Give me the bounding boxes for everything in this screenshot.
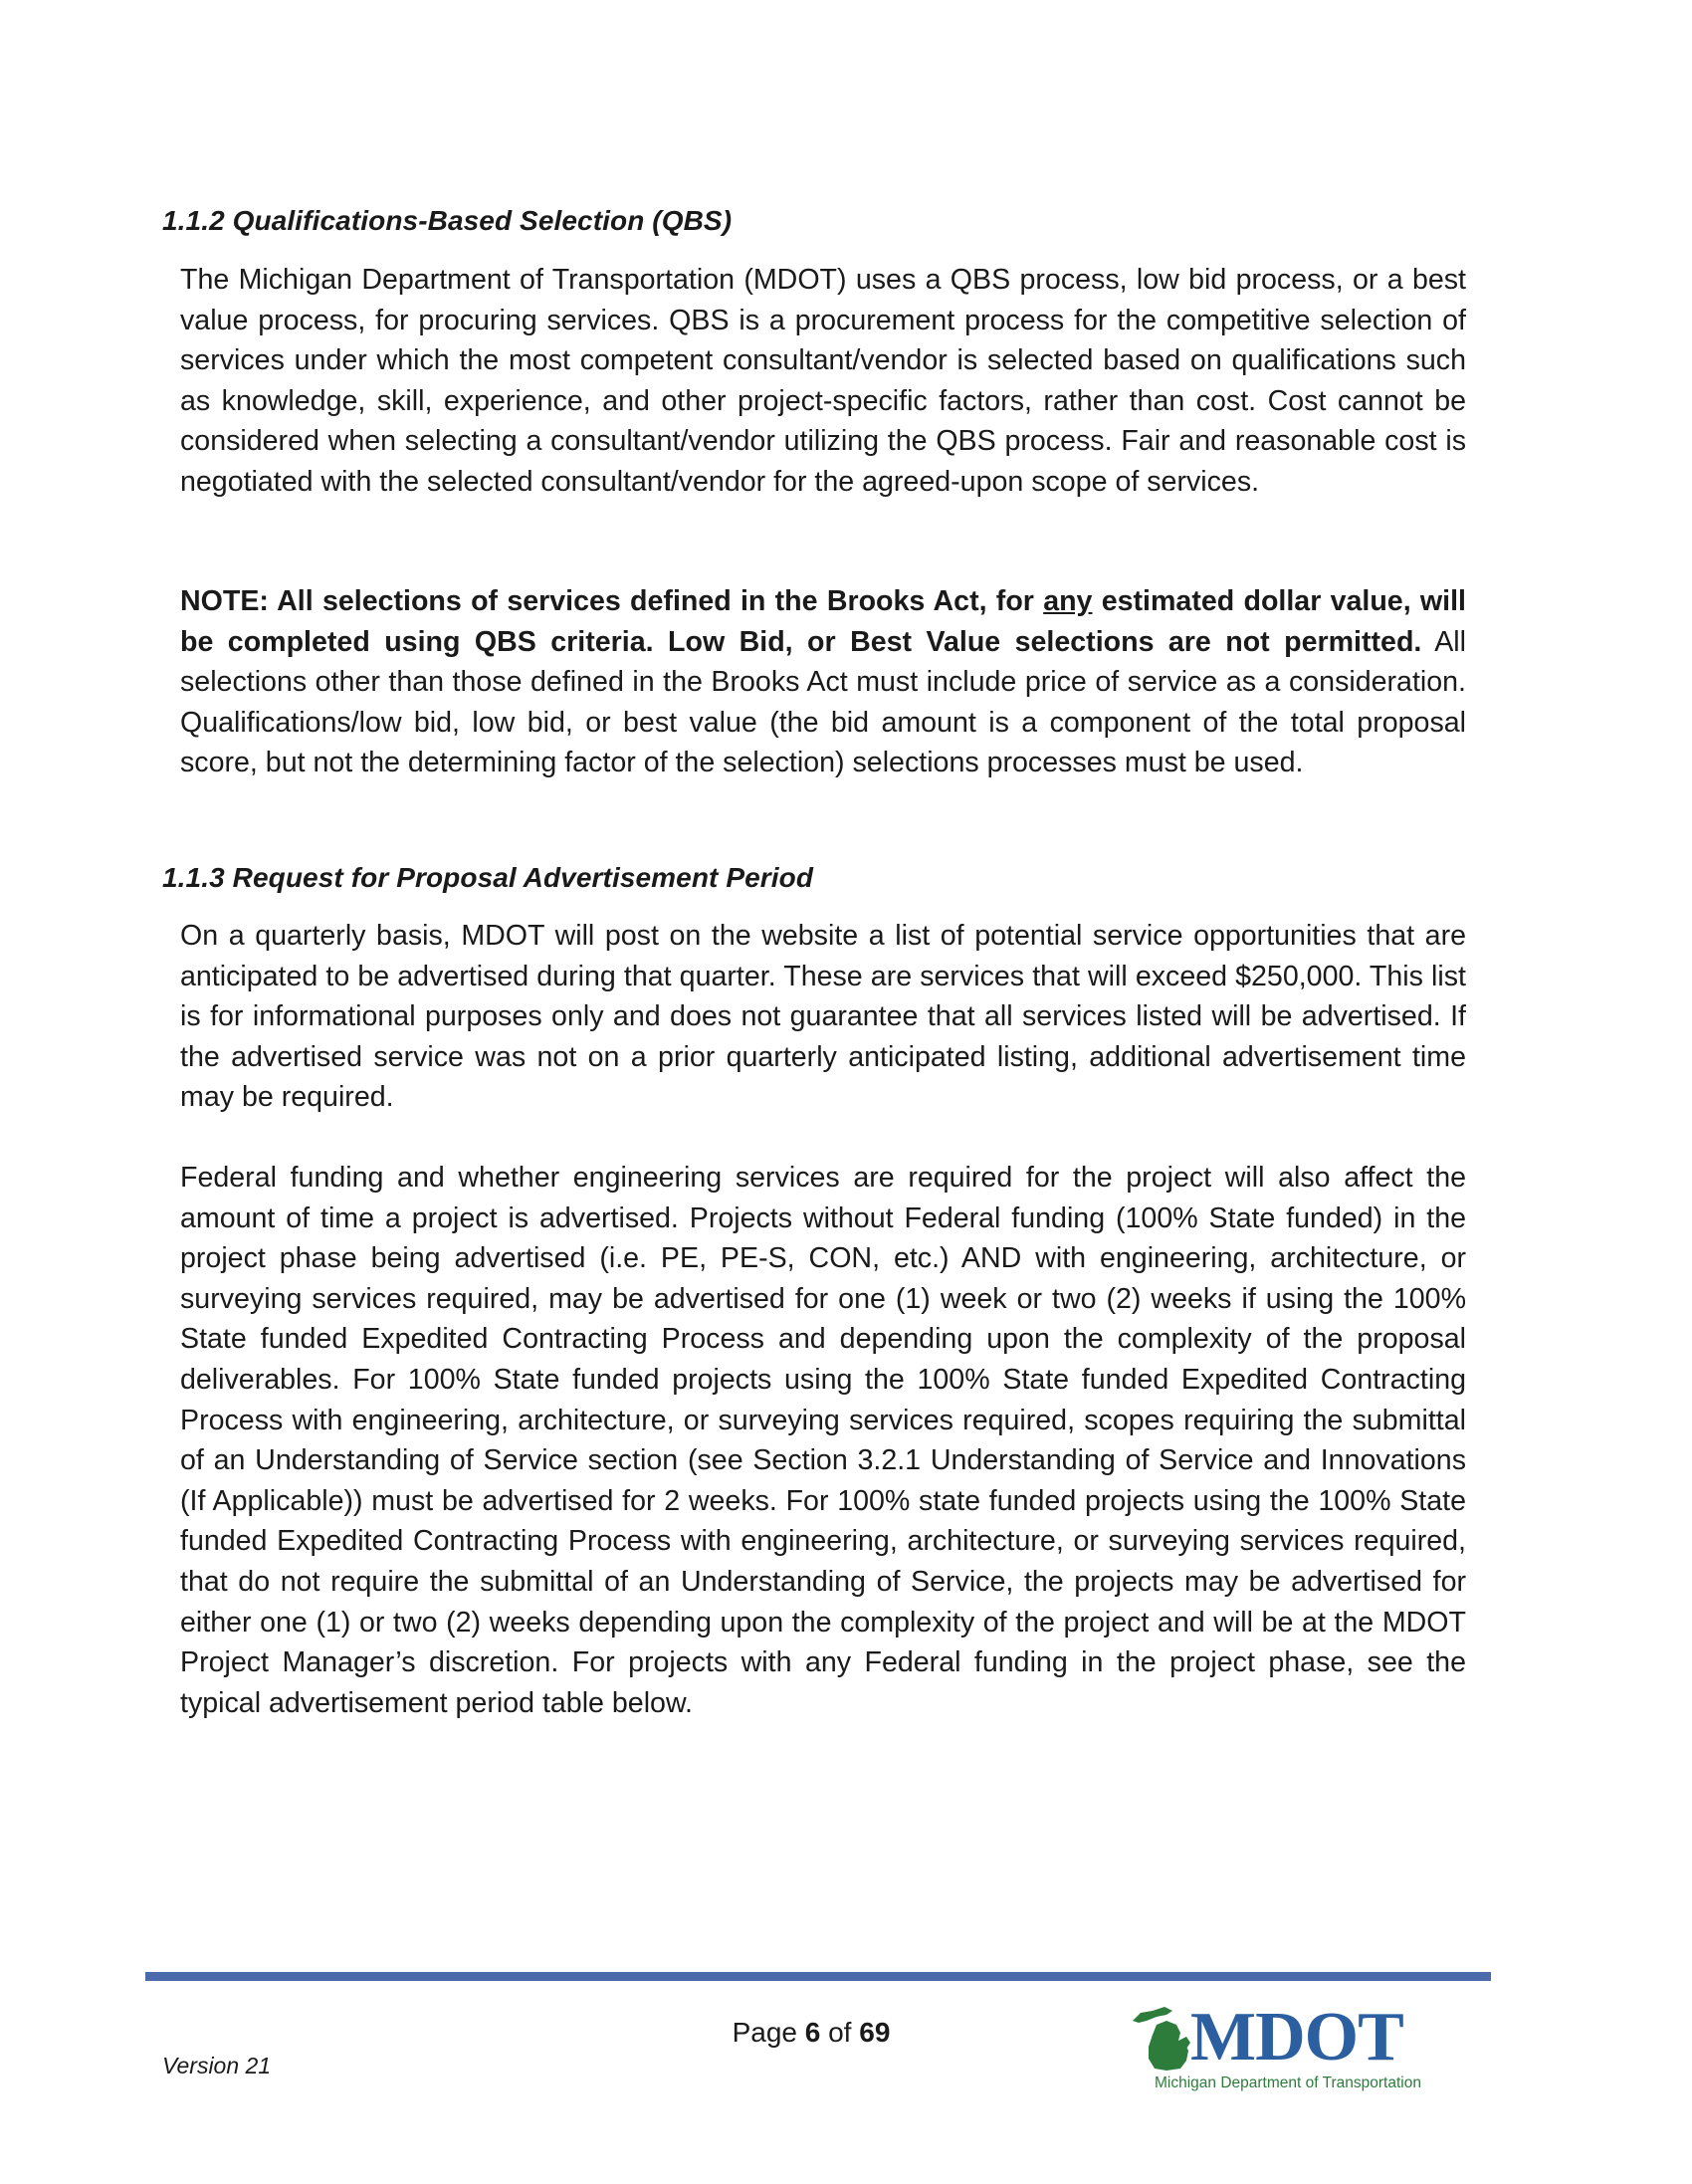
michigan-map-icon (1127, 1999, 1196, 2075)
page-number: Page 6 of 69 (732, 2017, 891, 2048)
paragraph-brooks-act-note (180, 581, 1466, 783)
mdot-logo (1125, 1999, 1453, 2102)
logo-subtitle: Michigan Department of Transportation (1155, 2075, 1421, 2091)
note-bold-lead: NOTE: All selections of services defined in the Brooks Act, for (180, 585, 1044, 617)
section-heading-112: 1.1.2 Qualifications-Based Selection (QBS) (162, 205, 733, 236)
note-underlined-word: any (1043, 585, 1093, 617)
logo-wordmark: MDOT (1190, 1999, 1403, 2075)
note-remaining-text: All selections other than those defined in the Brooks Act must include price of service as a consideration. Qualifications/low bid, low bid, or best value (the bid amount is a component of the total proposal score, but not the determining factor of the selection) selections processes must be used. (180, 625, 1466, 779)
page-total: 69 (859, 2017, 891, 2048)
version-label: Version 21 (162, 2053, 272, 2078)
section-heading-113: 1.1.3 Request for Proposal Advertisement Period (162, 862, 814, 893)
paragraph-quarterly-posting: On a quarterly basis, MDOT will post on the website a list of potential service opportunities that are anticipated to be advertised during that quarter. These are services that will exceed $250,000. This list is for informational purposes only and does not guarantee that all services listed will be advertised. If the advertised service was not on a prior quarterly anticipated listing, additional advertisement time may be required. (180, 920, 1466, 1114)
paragraph-federal-funding: Federal funding and whether engineering services are required for the project will also affect the amount of time a project is advertised. Projects without Federal funding (100% State funded) in the project phase being advertised (i.e. PE, PE-S, CON, etc.) AND with engineering, architecture, or surveying services required, may be advertised for one (1) week or two (2) weeks if using the 100% State funded Expedited Contracting Process and depending upon the complexity of the proposal deliverables. For 100% State funded projects using the 100% State funded Expedited Contracting Process with engineering, architecture, or surveying services required, scopes requiring the submittal of an Understanding of Service section (see Section 3.2.1 Understanding of Service and Innovations (If Applicable)) must be advertised for 2 weeks. For 100% state funded projects using the 100% State funded Expedited Contracting Process with engineering, architecture, or surveying services required, that do not require the submittal of an Understanding of Service, the projects may be advertised for either one (1) or two (2) weeks depending upon the complexity of the project and will be at the MDOT Project Manager’s discretion. For projects with any Federal funding in the project phase, see the typical advertisement period table below. (180, 1162, 1466, 1719)
note-bold-tail: estimated dollar value, will be completed using QBS criteria. Low Bid, or Best Value selections are not permitted. (180, 585, 1466, 658)
paragraph-qbs-description: The Michigan Department of Transportation (MDOT) uses a QBS process, low bid process, or a best value process, for procuring services. QBS is a procurement process for the competitive selection of services under which the most competent consultant/vendor is selected based on qualifications such as knowledge, skill, experience, and other project-specific factors, rather than cost. Cost cannot be considered when selecting a consultant/vendor utilizing the QBS process. Fair and reasonable cost is negotiated with the selected consultant/vendor for the agreed-upon scope of services. (180, 264, 1466, 498)
footer-divider (145, 1972, 1491, 1981)
page-current: 6 (804, 2017, 821, 2048)
